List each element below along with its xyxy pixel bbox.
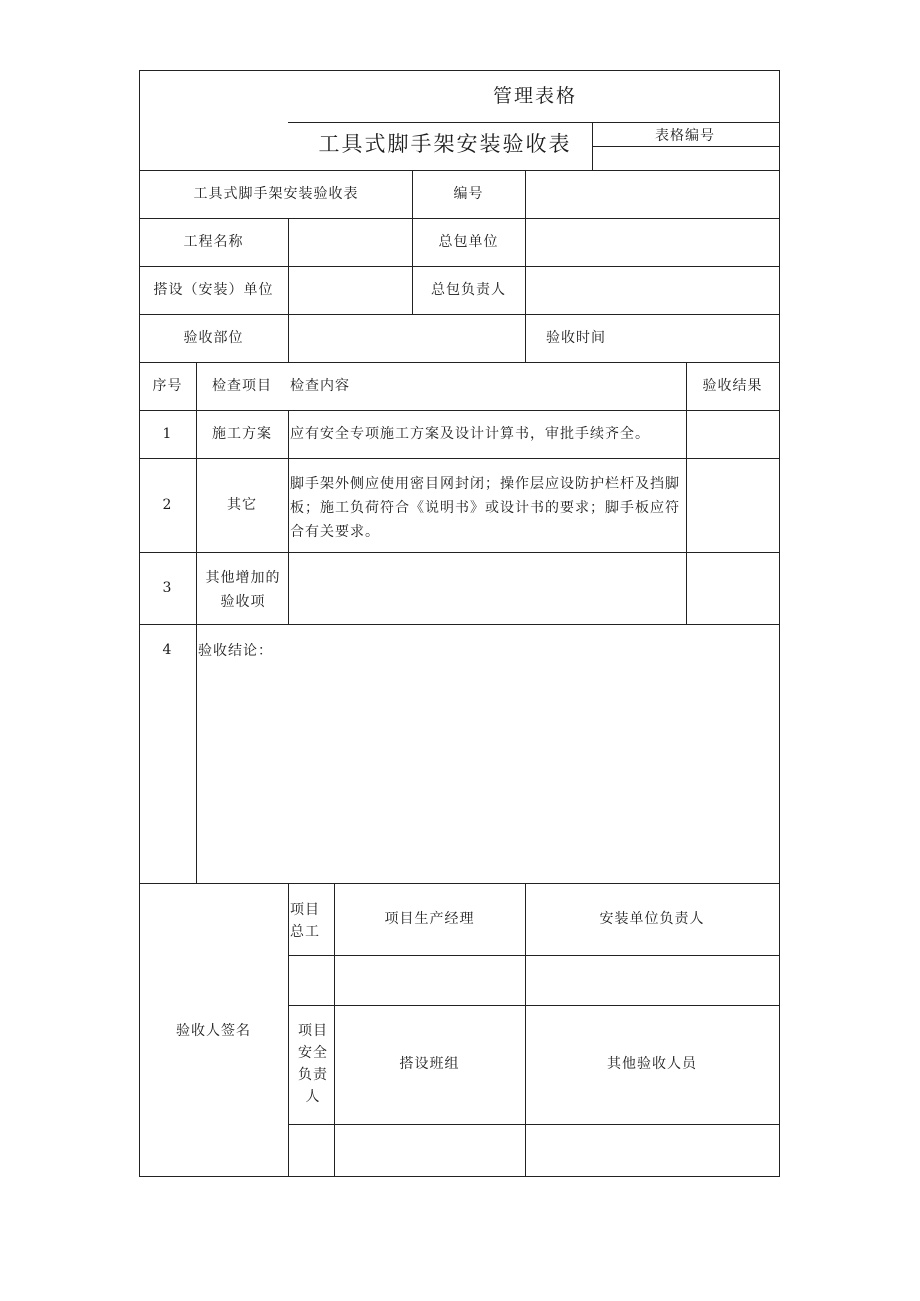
- rule-check1: [139, 458, 780, 459]
- rule-title-top: [288, 122, 780, 123]
- row1-seq: 1: [162, 426, 173, 442]
- row2-content: 脚手架外侧应使用密目网封闭；操作层应设防护栏杆及挡脚板；施工负荷符合《说明书》或设计书的要求；脚手板应符合有关要求。: [290, 476, 680, 540]
- col-info-c: [288, 218, 289, 363]
- erection-team-label: 搭设班组: [399, 1056, 460, 1072]
- rule-formno: [592, 146, 780, 147]
- rule-conclusion: [139, 883, 780, 884]
- seq-header: 序号: [152, 378, 183, 394]
- row1-item: 施工方案: [212, 426, 272, 442]
- general-contractor-person-label: 总包负责人: [431, 282, 506, 298]
- conclusion-label: 验收结论：: [198, 643, 273, 659]
- item-header: 检查项目: [212, 378, 272, 394]
- other-inspectors-label: 其他验收人员: [607, 1056, 697, 1072]
- rule-sig2: [288, 1005, 780, 1006]
- general-contractor-label: 总包单位: [438, 234, 499, 250]
- col-info-b: [525, 170, 526, 363]
- rule-header-bottom: [139, 170, 780, 171]
- rule-row4: [139, 362, 780, 363]
- col-sig-a: [288, 883, 289, 1177]
- signature-label: 验收人签名: [176, 1023, 251, 1039]
- rule-row2: [139, 266, 780, 267]
- rule-check-header: [139, 410, 780, 411]
- row3-seq: 3: [162, 580, 173, 596]
- row1-content: 应有安全专项施工方案及设计计算书，审批手续齐全。: [290, 426, 650, 442]
- col-formno: [592, 122, 593, 171]
- rule-sig1: [288, 955, 780, 956]
- number-label: 编号: [453, 186, 484, 202]
- safety-officer-label: 项目安全负责人: [298, 1023, 328, 1105]
- row2-item: 其它: [227, 497, 257, 513]
- col-item: [288, 410, 289, 625]
- rule-row3: [139, 314, 780, 315]
- content-header: 检查内容: [290, 378, 350, 394]
- rule-check2: [139, 552, 780, 553]
- conclusion-seq: 4: [162, 642, 173, 658]
- production-manager-label: 项目生产经理: [384, 911, 475, 927]
- border-right: [779, 70, 780, 1177]
- project-name-label: 工程名称: [183, 234, 244, 250]
- border-bottom: [139, 1176, 780, 1177]
- row2-seq: 2: [162, 497, 173, 513]
- rule-check3: [139, 624, 780, 625]
- rule-sig3: [288, 1124, 780, 1125]
- result-header: 验收结果: [702, 378, 763, 394]
- erection-unit-label: 搭设（安装）单位: [153, 282, 274, 298]
- rule-row1: [139, 218, 780, 219]
- project-chief-engineer-label: 项目总工: [290, 902, 320, 940]
- acceptance-time-label: 验收时间: [546, 330, 606, 346]
- row3-item: 其他增加的验收项: [205, 570, 281, 610]
- col-result: [686, 362, 687, 625]
- border-top: [139, 70, 780, 71]
- form-title: 工具式脚手架安装验收表: [318, 132, 572, 156]
- table-name: 工具式脚手架安装验收表: [193, 186, 359, 202]
- form-number-label: 表格编号: [655, 128, 715, 144]
- acceptance-part-label: 验收部位: [183, 330, 244, 346]
- form-category: 管理表格: [492, 85, 577, 107]
- installer-responsible-label: 安装单位负责人: [599, 911, 705, 927]
